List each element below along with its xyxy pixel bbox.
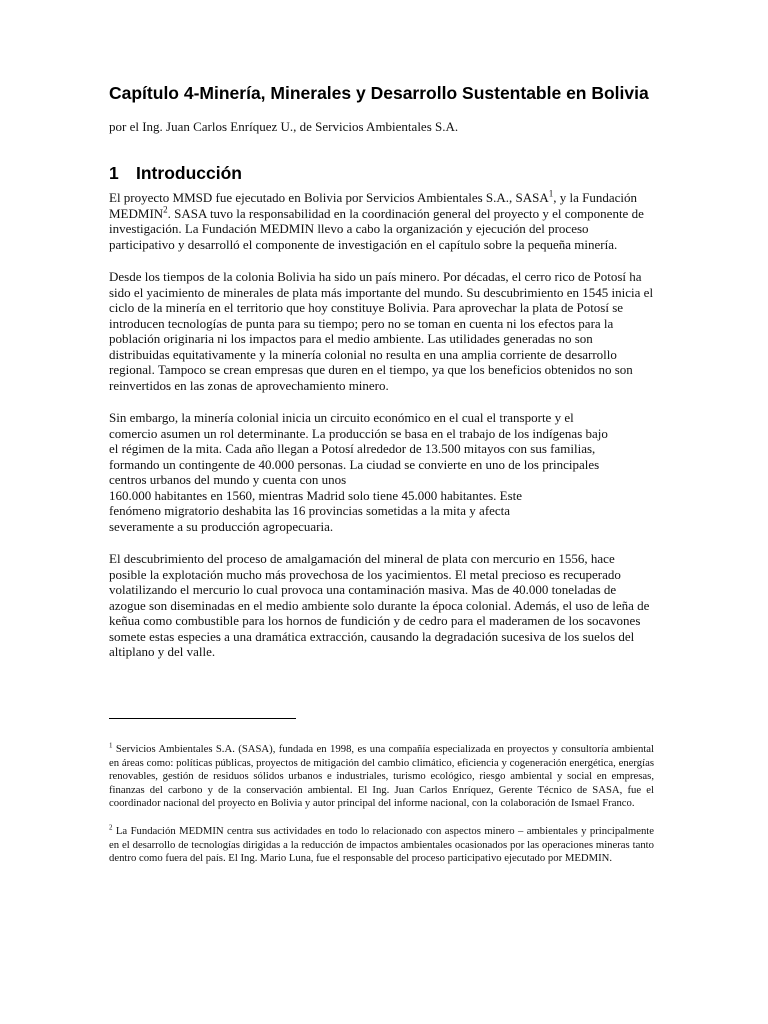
footnote-ref-1[interactable]: 1: [548, 188, 554, 199]
paragraph-text: . SASA tuvo la responsabilidad en la coordinación general del proyecto y el componente de investigación. La Fundación MEDMIN llevo a cabo la organización y ejecución del proceso participativo y desarrolló el componente de investigación en el capítulo sobre la pequeña minería.: [109, 205, 644, 252]
paragraph-colonial-mining: Desde los tiempos de la colonia Bolivia ha sido un país minero. Por décadas, el cerro rico de Potosí ha sido el yacimiento de minerales de plata más importante del mundo. Su descubrimiento en 1545 inicia el ciclo de la minería en el territorio que hoy constituye Bolivia. Para aprovechar la plata de Potosí se introducen tecnologías de punta para su tiempo; pero no se toman en cuenta ni los efectos para la población originaria ni los impactos para el medio ambiente. Las utilidades generadas no son distribuidas equitativamente y la minería colonial no resulta en una amplia corriente de desarrollo regional. Tampoco se crean empresas que duren en el tiempo, ya que los beneficios obtenidos no son reinvertidos en las zonas de aprovechamiento minero.: [109, 269, 654, 393]
footnote-mark: 2: [109, 823, 113, 832]
paragraph-line: severamente a su producción agropecuaria.: [109, 518, 334, 534]
main-content: [109, 83, 654, 660]
footnote-mark: 1: [109, 741, 113, 750]
paragraph-line: Sin embargo, la minería colonial inicia un circuito económico en el cual el transporte y el: [109, 410, 574, 425]
paragraph-line: comercio asumen un rol determinante. La producción se basa en el trabajo de los indígenas bajo: [109, 425, 608, 441]
section-title: Introducción: [136, 163, 242, 183]
paragraph-text: , y la Fundación MEDMIN: [109, 190, 638, 221]
footnotes: [109, 743, 654, 866]
paragraph-line: formando un contingente de 40.000 personas. La ciudad se convierte en uno de los principales: [109, 456, 600, 472]
chapter-title: Capítulo 4-Minería, Minerales y Desarrollo Sustentable en Bolivia: [109, 83, 649, 103]
footnote-text: La Fundación MEDMIN centra sus actividades en todo lo relacionado con aspectos minero – ambientales y principalmente en el desarrollo de tecnologías dirigidas a la reducción de impactos ambientales ocasionados por las operaciones mineras tanto dentro como fuera del país. El Ing. Mario Luna, fue el responsable del proceso participativo ejecutado por MEDMIN.: [109, 824, 655, 865]
footnote-2: [109, 825, 654, 866]
footnote-separator: [109, 718, 296, 719]
paragraph-line: 160.000 habitantes en 1560, mientras Madrid solo tiene 45.000 habitantes. Este: [109, 487, 523, 503]
footnote-ref-2[interactable]: 2: [163, 204, 168, 215]
paragraph-economic-circuit: [109, 410, 654, 534]
footnote-1: [109, 743, 654, 811]
paragraph-line: centros urbanos del mundo y cuenta con unos: [109, 472, 347, 487]
author-byline: por el Ing. Juan Carlos Enríquez U., de Servicios Ambientales S.A.: [109, 119, 459, 134]
paragraph-text: El proyecto MMSD fue ejecutado en Bolivia por Servicios Ambientales S.A., SASA: [109, 190, 549, 205]
section-heading: [109, 162, 654, 184]
paragraph-intro: [109, 190, 654, 252]
footnote-text: Servicios Ambientales S.A. (SASA), fundada en 1998, es una compañía especializada en proyectos y consultoría ambiental en áreas como: políticas públicas, proyectos de mitigación del cambio climático, eficiencia y cogeneración energética, energías renovables, gestión de residuos sólidos urbanos e industriales, turismo ecológico, riesgo ambiental y social en empresas, finanzas del carbono y de la conservación ambiental. El Ing. Juan Carlos Enríquez, Gerente Técnico de SASA, fue el coordinador nacional del proyecto en Bolivia y autor principal del informe nacional, con la colaboración de Ismael Franco.: [109, 743, 655, 810]
paragraph-line: fenómeno migratorio deshabita las 16 provincias sometidas a la mita y afecta: [109, 503, 511, 518]
paragraph-line: el régimen de la mita. Cada año llegan a Potosí alrededor de 13.500 mitayos con sus familias,: [109, 441, 596, 456]
section-number: 1: [109, 163, 119, 183]
paragraph-amalgamation: El descubrimiento del proceso de amalgamación del mineral de plata con mercurio en 1556, hace posible la explotación mucho más provechosa de los yacimientos. El metal precioso es recuperado volatilizando el mercurio lo cual provoca una contaminación masiva. Mas de 40.000 toneladas de azogue son diseminadas en el medio ambiente solo durante la época colonial. Además, el uso de leña de keñua como combustible para los hornos de fundición y de cedro para el maderamen de los socavones somete estas especies a una dramática extracción, causando la degradación sucesiva de los suelos del altiplano y del valle.: [109, 551, 650, 659]
